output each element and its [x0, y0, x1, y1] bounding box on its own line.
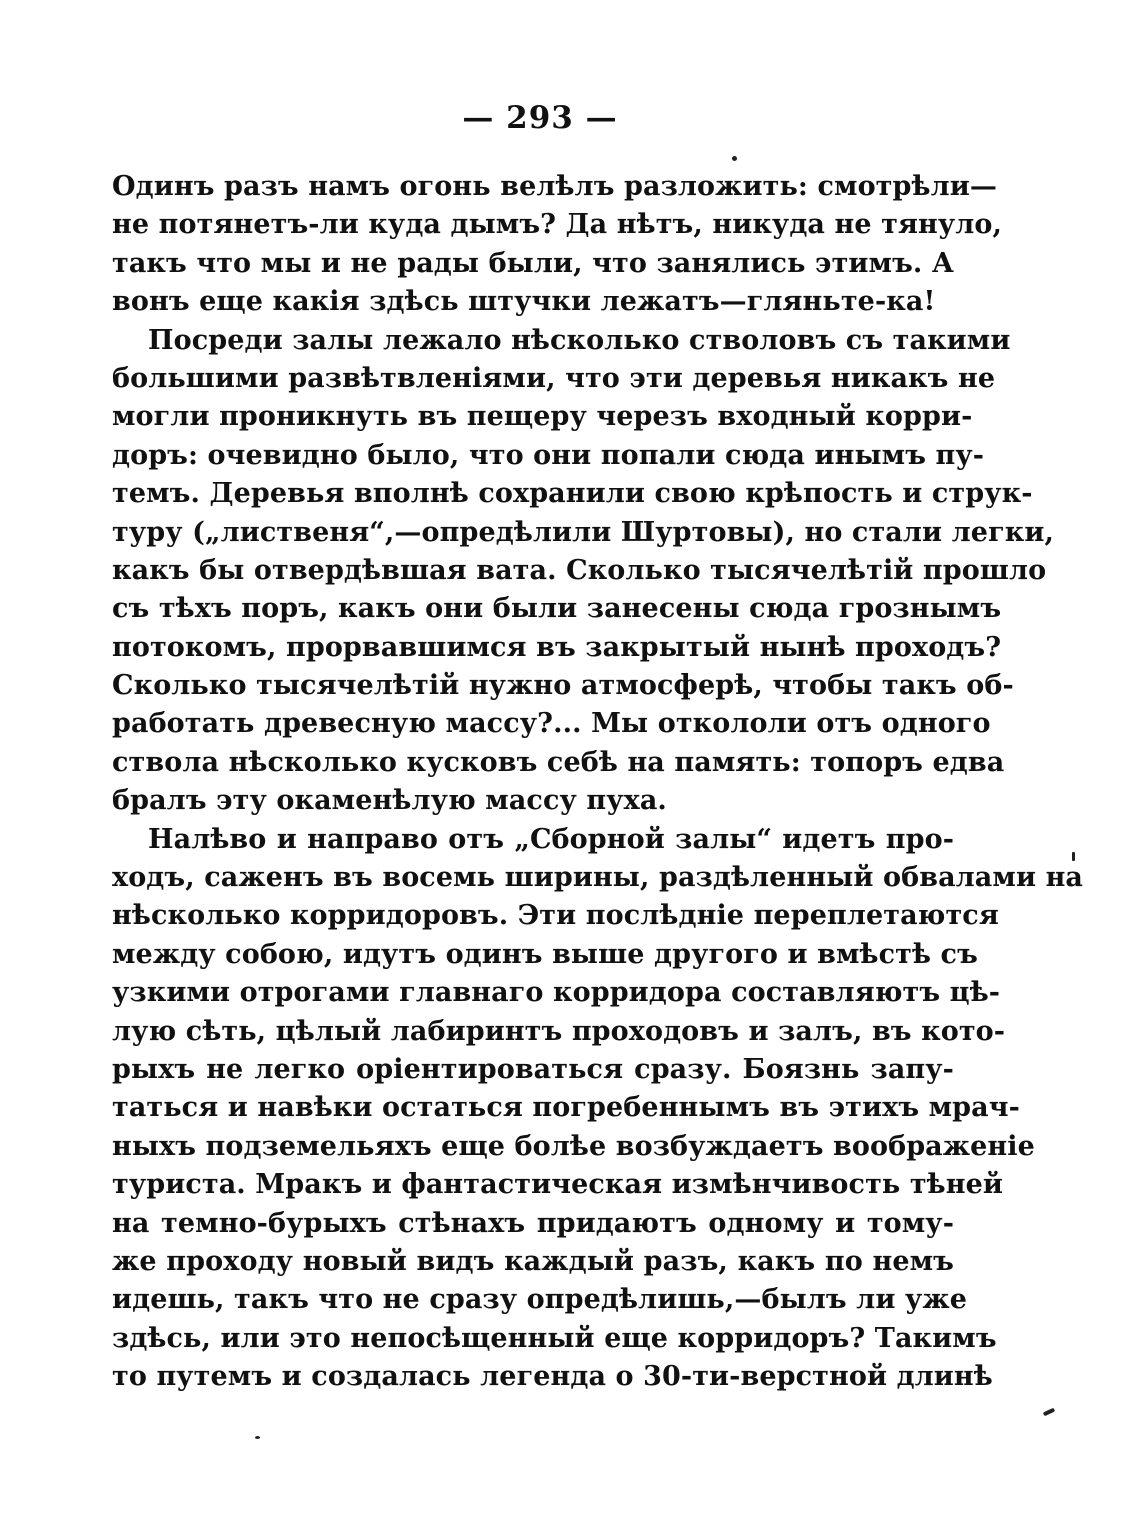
text-line: бралъ эту окаменѣлую массу пуха.: [112, 785, 667, 817]
text-line: вонъ еще какія здѣсь штучки лежатъ—гляньте-ка!: [112, 286, 936, 318]
text-line: большими развѣтвленіями, что эти деревья никакъ не: [112, 362, 996, 394]
text-line: ствола нѣсколько кусковъ себѣ на память: топоръ едва: [112, 746, 1005, 778]
text-line: могли проникнуть въ пещеру черезъ входный корри-: [112, 401, 973, 433]
text-line: ныхъ подземельяхъ еще болѣе возбуждаетъ воображеніе: [112, 1130, 1035, 1162]
text-line: такъ что мы и не рады были, что занялись этимъ. А: [112, 247, 954, 279]
text-line: таться и навѣки остаться погребеннымъ въ этихъ мрач-: [112, 1092, 1020, 1124]
text-line: темъ. Деревья вполнѣ сохранили свою крѣпость и струк-: [112, 478, 1033, 510]
text-line: идешь, такъ что не сразу опредѣлишь,—былъ ли уже: [112, 1284, 967, 1316]
text-line: Посреди залы лежало нѣсколько стволовъ съ такими: [148, 324, 1011, 356]
text-line: здѣсь, или это непосѣщенный еще корридоръ? Такимъ: [112, 1322, 997, 1354]
body-text: [112, 168, 1084, 1397]
paragraph-1: [112, 168, 1003, 322]
text-line: какъ бы отвердѣвшая вата. Сколько тысячелѣтій прошло: [112, 554, 1047, 586]
text-line: ходъ, саженъ въ восемь ширины, раздѣленный обвалами на: [112, 862, 1084, 894]
text-line: работать древесную массу?... Мы откололи отъ одного: [112, 708, 991, 740]
scan-speck: [255, 1436, 260, 1439]
text-line: на темно-бурыхъ стѣнахъ придаютъ одному и тому-: [112, 1207, 954, 1239]
scan-speck: [1072, 852, 1075, 861]
text-line: же проходу новый видъ каждый разъ, какъ по немъ: [112, 1245, 954, 1277]
paragraph-3: [112, 821, 1084, 1397]
paragraph-2: [112, 322, 1054, 821]
text-line: рыхъ не легко оріентироваться сразу. Боязнь запу-: [112, 1053, 954, 1085]
text-line: туру („лиственя“,—опредѣлили Шуртовы), но стали легки,: [112, 516, 1054, 548]
page-number: — 293 —: [462, 100, 618, 136]
scan-speck: [1043, 1408, 1056, 1417]
text-line: лую сѣть, цѣлый лабиринтъ проходовъ и залъ, въ кото-: [112, 1015, 1006, 1047]
text-line: доръ: очевидно было, что они попали сюда инымъ пу-: [112, 439, 985, 471]
text-line: Одинъ разъ намъ огонь велѣлъ разложить: смотрѣли—: [112, 171, 997, 202]
text-line: нѣсколько корридоровъ. Эти послѣдніе переплетаются: [112, 900, 999, 932]
text-line: потокомъ, прорвавшимся въ закрытый нынѣ проходъ?: [112, 631, 1002, 663]
text-line: то путемъ и создалась легенда о 30-ти-верстной длинѣ: [112, 1361, 993, 1393]
text-line: туриста. Мракъ и фантастическая измѣнчивость тѣней: [112, 1169, 1004, 1201]
text-line: съ тѣхъ поръ, какъ они были занесены сюда грознымъ: [112, 593, 1002, 625]
text-line: узкими отрогами главнаго корридора составляютъ цѣ-: [112, 977, 1001, 1009]
text-line: не потянетъ-ли куда дымъ? Да нѣтъ, никуда не тянуло,: [112, 209, 1003, 241]
scan-speck: [732, 156, 737, 161]
text-line: между собою, идутъ одинъ выше другого и вмѣстѣ съ: [112, 938, 978, 970]
text-line: Сколько тысячелѣтій нужно атмосферѣ, чтобы такъ об-: [112, 670, 1014, 702]
text-line: Налѣво и направо отъ „Сборной залы“ идетъ про-: [148, 823, 954, 855]
